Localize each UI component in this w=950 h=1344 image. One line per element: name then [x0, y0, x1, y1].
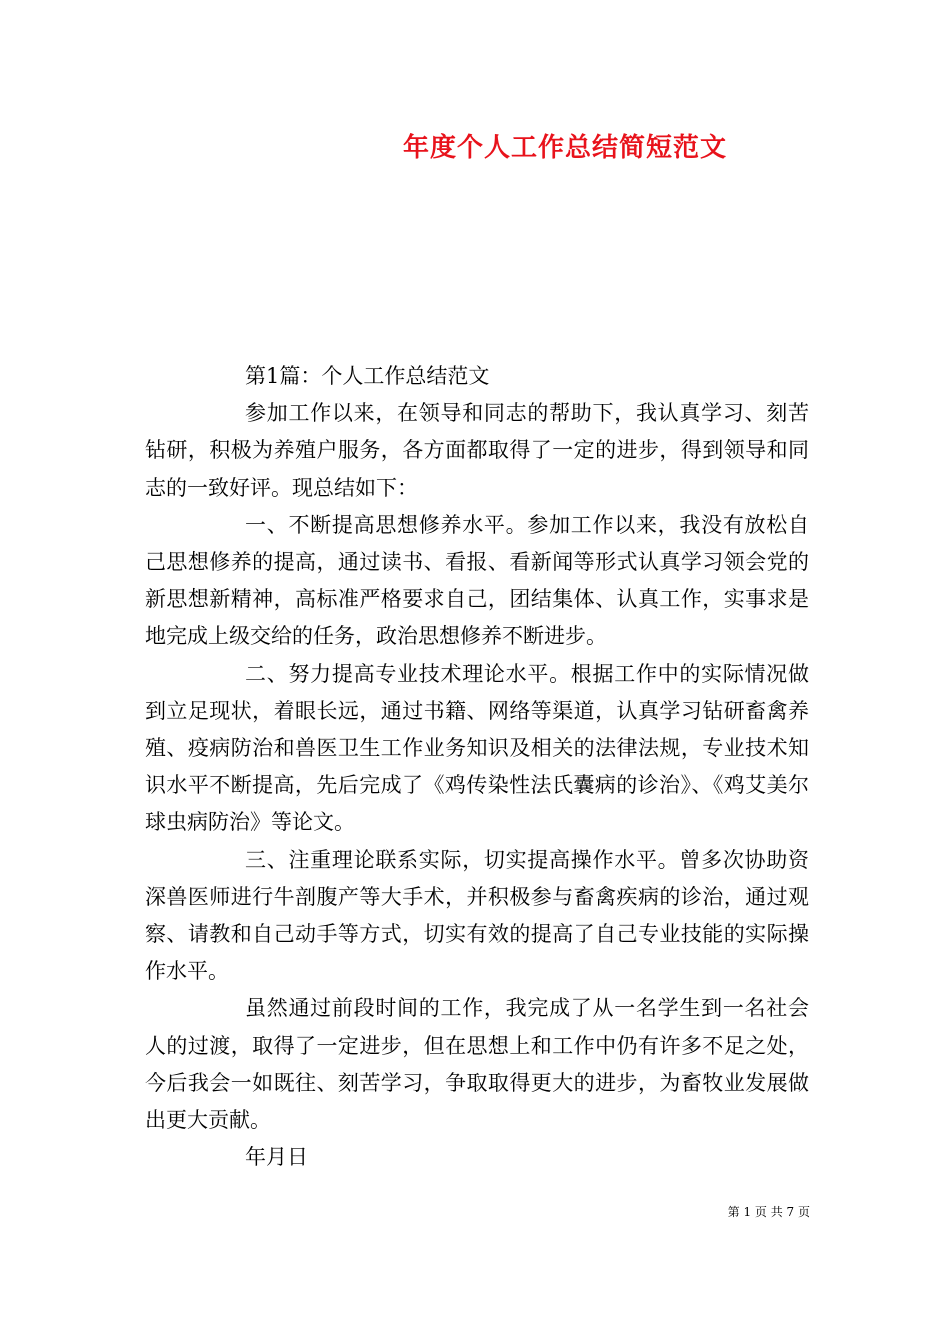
date-line: 年月日	[245, 1145, 308, 1170]
document-title: 年度个人工作总结简短范文	[402, 133, 727, 163]
paragraph-three: 三、注重理论联系实际，切实提高操作水平。曾多次协助资深兽医师进行牛剖腹产等大手术，并积极参与畜禽疾病的诊治，通过观察、请教和自己动手等方式，切实有效的提高了自己专业技能的实际操作水平。	[145, 847, 809, 984]
page-number: 第 1 页 共 7 页	[727, 1205, 810, 1219]
paragraph-conclusion: 虽然通过前段时间的工作，我完成了从一名学生到一名社会人的过渡，取得了一定进步，但在思想上和工作中仍有许多不足之处，今后我会一如既往、刻苦学习，争取取得更大的进步，为畜牧业发展做出更大贡献。	[145, 996, 809, 1133]
paragraph-one: 一、不断提高思想修养水平。参加工作以来，我没有放松自己思想修养的提高，通过读书、看报、看新闻等形式认真学习领会党的新思想新精神，高标准严格要求自己，团结集体、认真工作，实事求是地完成上级交给的任务，政治思想修养不断进步。	[145, 512, 809, 649]
paragraph-two: 二、努力提高专业技术理论水平。根据工作中的实际情况做到立足现状，着眼长远，通过书籍、网络等渠道，认真学习钻研畜禽养殖、疫病防治和兽医卫生工作业务知识及相关的法律法规，专业技术知识水平不断提高，先后完成了《鸡传染性法氏囊病的诊治》、《鸡艾美尔球虫病防治》等论文。	[145, 661, 809, 835]
section-heading: 第1篇：个人工作总结范文	[245, 364, 490, 388]
document-body	[145, 358, 809, 1176]
paragraph-intro: 参加工作以来，在领导和同志的帮助下，我认真学习、刻苦钻研，积极为养殖户服务，各方面都取得了一定的进步，得到领导和同志的一致好评。现总结如下：	[145, 401, 809, 500]
